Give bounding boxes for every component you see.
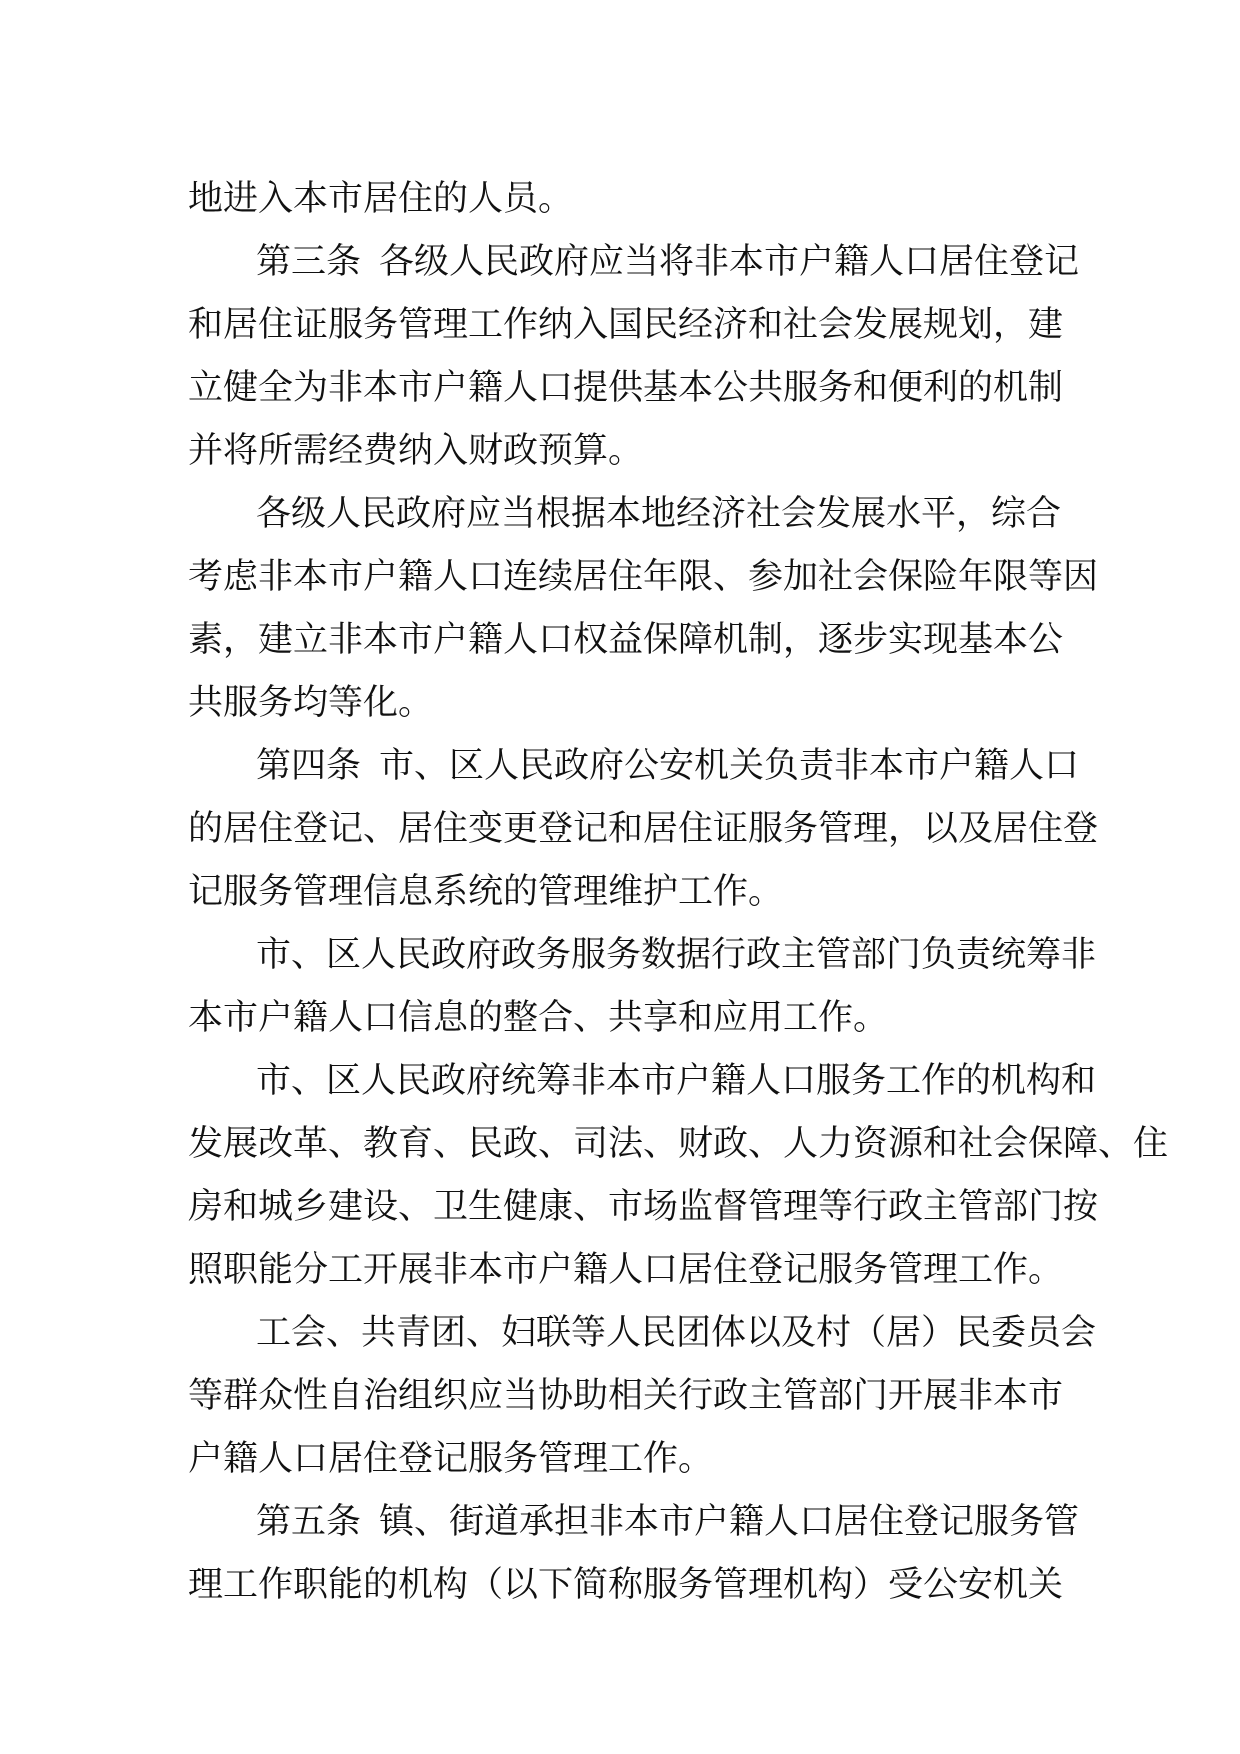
text-line: 的居住登记、居住变更登记和居住证服务管理，以及居住登 (188, 809, 1099, 849)
text-line: 理工作职能的机构（以下简称服务管理机构）受公安机关 (188, 1565, 1064, 1605)
text-line: 工会、共青团、妇联等人民团体以及村（居）民委员会 (256, 1313, 1097, 1353)
text-line: 记服务管理信息系统的管理维护工作。 (188, 872, 784, 912)
text-line: 并将所需经费纳入财政预算。 (188, 431, 644, 471)
text-line: 共服务均等化。 (188, 683, 434, 723)
article-number: 第三条 (256, 242, 362, 282)
article-number: 第四条 (256, 746, 362, 786)
article-text: 各级人民政府应当将非本市户籍人口居住登记 (379, 242, 1080, 282)
text-line: 和居住证服务管理工作纳入国民经济和社会发展规划，建 (188, 305, 1064, 345)
article-text: 镇、街道承担非本市户籍人口居住登记服务管 (379, 1502, 1080, 1542)
text-line (188, 1491, 1080, 1554)
text-line: 房和城乡建设、卫生健康、市场监督管理等行政主管部门按 (188, 1187, 1099, 1227)
text-line: 市、区人民政府统筹非本市户籍人口服务工作的机构和 (256, 1061, 1097, 1101)
text-line: 地进入本市居住的人员。 (188, 179, 574, 219)
text-line: 素，建立非本市户籍人口权益保障机制，逐步实现基本公 (188, 620, 1064, 660)
text-line: 发展改革、教育、民政、司法、财政、人力资源和社会保障、住 (188, 1124, 1169, 1164)
text-line: 立健全为非本市户籍人口提供基本公共服务和便利的机制 (188, 368, 1064, 408)
text-line (188, 231, 1080, 294)
text-line: 等群众性自治组织应当协助相关行政主管部门开展非本市 (188, 1376, 1064, 1416)
text-line: 本市户籍人口信息的整合、共享和应用工作。 (188, 998, 889, 1038)
article-text: 市、区人民政府公安机关负责非本市户籍人口 (379, 746, 1080, 786)
article-number: 第五条 (256, 1502, 362, 1542)
text-line: 各级人民政府应当根据本地经济社会发展水平，综合 (256, 494, 1062, 534)
regulation-text (188, 168, 1169, 1617)
text-line: 市、区人民政府政务服务数据行政主管部门负责统筹非 (256, 935, 1097, 975)
text-line (188, 735, 1080, 798)
text-line: 照职能分工开展非本市户籍人口居住登记服务管理工作。 (188, 1250, 1064, 1290)
text-line: 考虑非本市户籍人口连续居住年限、参加社会保险年限等因 (188, 557, 1099, 597)
text-line: 户籍人口居住登记服务管理工作。 (188, 1439, 714, 1479)
